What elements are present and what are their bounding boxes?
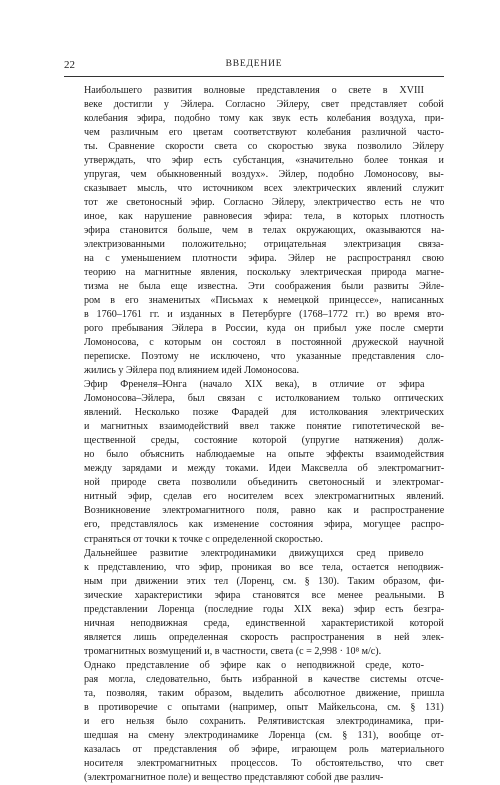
text-line: жились у Эйлера под влиянием идей Ломоносова. xyxy=(84,365,300,377)
text-line: чем различным его цветам соответствуют колебания различной часто- xyxy=(84,127,444,139)
page-number: 22 xyxy=(64,59,75,71)
text-line: и его нельзя было сохранить. Релятивистская электродинамика, при- xyxy=(84,715,444,727)
text-line: страняться от точки к точке с определенной скоростью. xyxy=(84,533,323,545)
text-line: явлений. Несколько позже Фарадей для истолкования электрических xyxy=(84,407,444,419)
header-rule xyxy=(64,76,444,77)
text-line: Возникновение электромагнитного поля, равно как и распространение xyxy=(84,505,444,517)
text-line: Ломоносова–Эйлера, был связан с истолкованием только оптических xyxy=(84,393,444,405)
text-line: зические характеристики эфира становятся все менее реальными. В xyxy=(84,589,444,601)
text-line: шедшая на смену электродинамике Лоренца (см. § 131), вообще от- xyxy=(84,729,444,741)
running-title: ВВЕДЕНИЕ xyxy=(225,59,283,69)
text-line: ной природе света позволили объединить светоносный и электромаг- xyxy=(84,477,444,489)
text-line: рая могла, следовательно, быть избранной в качестве системы отсче- xyxy=(84,673,444,685)
text-line: Наибольшего развития волновые представления о свете в XVIII xyxy=(84,85,425,96)
text-line: переписке. Поэтому не исключено, что указанные представления сло- xyxy=(84,351,444,363)
text-line: в 1760–1761 гг. и изданных в Петербурге (1768–1772 гг.) во время вто- xyxy=(84,309,444,321)
text-line: представлении Лоренца (последние годы XIX века) эфир есть безгра- xyxy=(84,603,444,615)
paragraph xyxy=(64,547,444,659)
text-line: (электромагнитное поле) и вещество представляют собой две различ- xyxy=(84,771,384,783)
body-text xyxy=(64,84,444,785)
text-line: тот же светоносный эфир. Согласно Эйлеру, электричество есть не что xyxy=(84,197,444,209)
text-line: щественной среды, состояние которой (упругие натяжения) долж- xyxy=(84,435,444,447)
text-line: но было объяснить наблюдаемые на опыте эффекты взаимодействия xyxy=(84,449,444,461)
text-line: та, позволяя, таким образом, выделить абсолютное движение, пришла xyxy=(84,687,444,699)
text-line: веке достигли у Эйлера. Согласно Эйлеру, свет представляет собой xyxy=(84,99,444,111)
paragraph xyxy=(64,659,444,785)
text-line: ничная неподвижная среда, единственной характеристикой которой xyxy=(84,617,444,629)
text-line: сказывает мысль, что источником всех электрических явлений служит xyxy=(84,183,444,195)
text-line: Однако представление об эфире как о неподвижной среде, кото- xyxy=(84,659,424,671)
text-line: рого пребывания Эйлера в России, куда он прибыл уже после смерти xyxy=(84,323,444,335)
text-line: тромагнитных возмущений и, в частности, света (c = 2,998 · 10⁸ м/с). xyxy=(84,645,382,657)
text-line: упругая, чем обыкновенный воздух». Эйлер, подобно Ломоносову, вы- xyxy=(84,169,444,181)
text-line: в противоречие с опытами (например, опыт Майкельсона, см. § 131) xyxy=(84,701,444,713)
text-line: на с уменьшением плотности эфира. Эйлер не распространял свою xyxy=(84,253,444,265)
text-line: утверждать, что эфир есть субстанция, «значительно более тонкая и xyxy=(84,155,444,167)
text-line: ным при движении этих тел (Лоренц, см. § 130). Таким образом, фи- xyxy=(84,575,444,587)
page-header xyxy=(64,59,444,77)
text-line: теорию на магнитные явления, поскольку электрическая природа магне- xyxy=(84,267,444,279)
text-line: Эфир Френеля–Юнга (начало XIX века), в отличие от эфира xyxy=(84,379,425,391)
text-line: электризованными положительно; отрицательная электризация связа- xyxy=(84,239,444,251)
text-line: эфира становится больше, чем в телах окружающих, оказываются на- xyxy=(84,225,444,237)
text-line: является лишь определенная скорость распространения в ней элек- xyxy=(84,631,444,643)
text-line: ты. Сравнение скорости света со скоростью звука позволило Эйлеру xyxy=(84,141,444,153)
text-line: между зарядами и между токами. Идеи Максвелла об электромагнит- xyxy=(84,463,444,475)
paragraph xyxy=(64,378,444,546)
text-line: Ломоносова, с которым он состоял в постоянной дружеской научной xyxy=(84,337,444,349)
text-line: к представлению, что эфир, проникая во все тела, остается неподвиж- xyxy=(84,561,444,573)
paragraph xyxy=(64,84,444,378)
text-line: и магнитных взаимодействий ввел также понятие гипотетической ве- xyxy=(84,421,444,433)
text-line: казалась от представления об эфире, играющем роль материального xyxy=(84,743,444,755)
text-line: колебания эфира, подобно тому как звук есть колебания воздуха, при- xyxy=(84,113,444,125)
text-line: его, представлялось как изменение состояния эфира, могущее распро- xyxy=(84,519,444,531)
text-line: ром в его знаменитых «Письмах к немецкой принцессе», написанных xyxy=(84,295,444,307)
text-line: Дальнейшее развитие электродинамики движущихся сред привело xyxy=(84,547,424,559)
text-line: тизма не была еще известна. Эти соображения были развиты Эйле- xyxy=(84,281,444,293)
text-line: носителя электромагнитных процессов. То обстоятельство, что свет xyxy=(84,757,444,769)
text-line: иное, как нарушение равновесия эфира: тела, в которых плотность xyxy=(84,211,444,223)
text-line: нитный эфир, сделав его носителем всех электромагнитных явлений. xyxy=(84,491,444,503)
